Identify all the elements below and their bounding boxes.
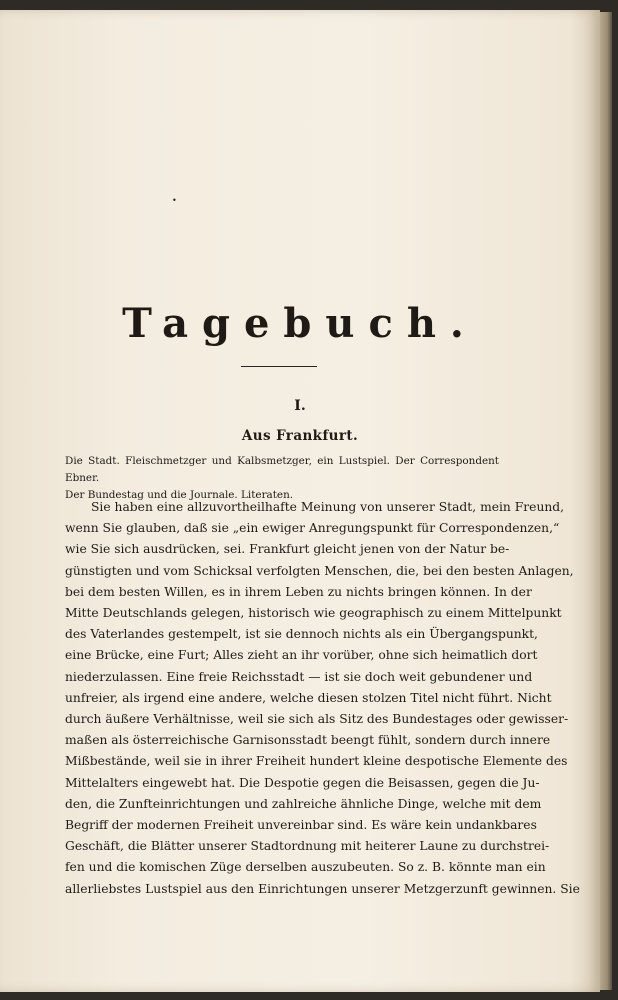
text-line: Mittelalters eingewebt hat. Die Despotie gegen die Beisassen, gegen die Ju- [65, 775, 540, 790]
text-line: durch äußere Verhältnisse, weil sie sich als Sitz des Bundestages oder gewisser- [65, 712, 569, 727]
text-line: Mitte Deutschlands gelegen, historisch wie geographisch zu einem Mittelpunkt [65, 606, 562, 621]
section-number: I. [294, 398, 306, 414]
text-line: wie Sie sich ausdrücken, sei. Frankfurt gleicht jenen von der Natur be- [65, 542, 510, 557]
text-line: fen und die komischen Züge derselben auszubeuten. So z. B. könnte man ein [65, 860, 546, 875]
page-title: Tagebuch. [122, 300, 478, 347]
text-line: wenn Sie glauben, daß sie „ein ewiger Anregungspunkt für Correspondenzen,“ [65, 521, 560, 536]
page-stack-edge [600, 12, 612, 990]
book-page [0, 10, 600, 992]
text-line: Sie haben eine allzuvortheilhafte Meinung von unserer Stadt, mein Freund, [91, 500, 565, 514]
text-line: Begriff der modernen Freiheit unvereinbar sind. Es wäre kein undankbares [65, 818, 537, 833]
text-line: unfreier, als irgend eine andere, welche diesen stolzen Titel nicht führt. Nicht [65, 690, 552, 705]
text-line: den, die Zunfteinrichtungen und zahlreiche ähnliche Dinge, welche mit dem [65, 796, 542, 811]
contents-line: Die Stadt. Fleischmetzger und Kalbsmetzger, ein Lustspiel. Der Correspondent Ebner. [65, 455, 499, 484]
section-title: Aus Frankfurt. [241, 428, 359, 444]
ink-speck: • [172, 196, 177, 205]
contents-line: Der Bundestag und die Journale. Literaten. [65, 489, 294, 501]
text-line: günstigten und vom Schicksal verfolgten Menschen, die, bei den besten Anlagen, [65, 563, 574, 578]
text-line: bei dem besten Willen, es in ihrem Leben zu nichts bringen können. In der [65, 584, 532, 599]
title-divider [241, 366, 317, 367]
text-line: Mißbestände, weil sie in ihrer Freiheit hundert kleine despotische Elemente des [65, 754, 568, 769]
text-line: eine Brücke, eine Furt; Alles zieht an ihr vorüber, ohne sich heimatlich dort [65, 648, 538, 663]
text-line: Geschäft, die Blätter unserer Stadtordnung mit heiterer Laune zu durchstrei- [65, 839, 550, 854]
text-line: des Vaterlandes gestempelt, ist sie dennoch nichts als ein Übergangspunkt, [65, 627, 538, 642]
body-paragraph [65, 497, 580, 900]
text-line: niederzulassen. Eine freie Reichsstadt — ist sie doch weit gebundener und [65, 669, 533, 684]
text-line: maßen als österreichische Garnisonsstadt beengt fühlt, sondern durch innere [65, 733, 551, 748]
text-line: allerliebstes Lustspiel aus den Einrichtungen unserer Metzgerzunft gewinnen. Sie [65, 881, 580, 896]
